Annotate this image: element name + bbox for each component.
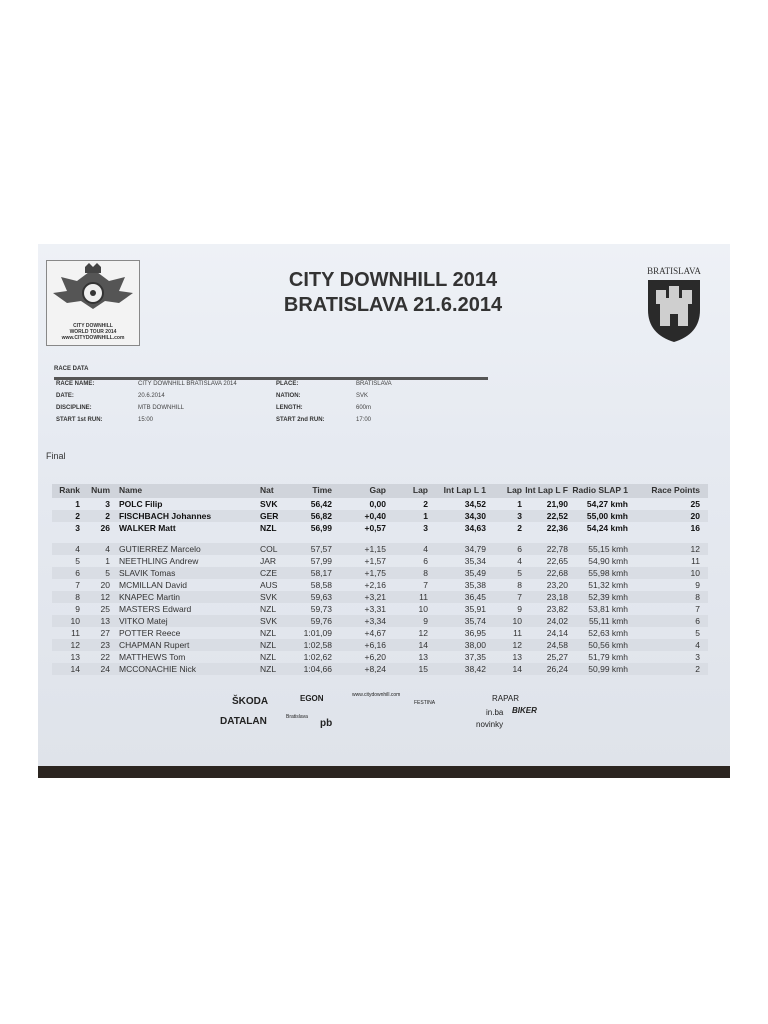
rider-name-cell: FISCHBACH Johannes <box>119 511 212 521</box>
gap-cell: +1,57 <box>364 556 386 566</box>
gap-cell: +1,75 <box>364 568 386 578</box>
start-2nd-run-label: START 2nd RUN: <box>276 417 325 423</box>
nation-cell: SVK <box>260 499 278 509</box>
table-row <box>52 663 708 675</box>
rider-name-cell: MCCONACHIE Nick <box>119 664 196 674</box>
title-line-2: BRATISLAVA 21.6.2014 <box>283 294 503 316</box>
sponsor-logo: pb <box>320 718 333 729</box>
sponsor-logo: in.ba <box>486 708 504 717</box>
race-name-value: CITY DOWNHILL BRATISLAVA 2014 <box>138 381 237 387</box>
lap-cell: 12 <box>512 640 522 650</box>
time-cell: 57,57 <box>310 544 332 554</box>
lap-cell: 13 <box>512 652 522 662</box>
column-header: Race Points <box>651 485 700 495</box>
time-cell: 1:04,66 <box>303 664 332 674</box>
sponsor-logo: FESTINA <box>414 700 436 706</box>
radio-slap-cell: 50,56 kmh <box>588 640 628 650</box>
radio-slap-cell: 52,63 kmh <box>588 628 628 638</box>
lap-cell: 10 <box>418 604 428 614</box>
rank-cell: 14 <box>70 664 80 674</box>
lap-cell: 14 <box>418 640 428 650</box>
race-points-cell: 4 <box>695 640 700 650</box>
lap-cell: 6 <box>517 544 522 554</box>
bib-number-cell: 20 <box>100 580 110 590</box>
table-row <box>52 639 708 651</box>
radio-slap-cell: 54,90 kmh <box>588 556 628 566</box>
column-header: Gap <box>369 485 386 495</box>
gap-cell: +8,24 <box>364 664 386 674</box>
logo-text-line: WORLD TOUR 2014 <box>69 329 117 335</box>
nation-value: SVK <box>356 393 369 399</box>
rider-name-cell: WALKER Matt <box>119 523 176 533</box>
column-header: Int Lap L F <box>525 485 568 495</box>
radio-slap-cell: 55,15 kmh <box>588 544 628 554</box>
lap-cell: 7 <box>517 592 522 602</box>
time-cell: 58,58 <box>310 580 332 590</box>
race-points-cell: 16 <box>690 523 700 533</box>
gap-cell: +4,67 <box>364 628 386 638</box>
rank-cell: 2 <box>75 511 80 521</box>
document-photo <box>38 244 730 778</box>
start-2nd-run-value: 17:00 <box>356 417 372 423</box>
rider-name-cell: NEETHLING Andrew <box>119 556 199 566</box>
int-lap-1-cell: 35,49 <box>464 568 486 578</box>
rank-cell: 8 <box>75 592 80 602</box>
rider-name-cell: POTTER Reece <box>119 628 181 638</box>
table-row <box>52 567 708 579</box>
race-points-cell: 3 <box>695 652 700 662</box>
start-1st-run-value: 15:00 <box>138 417 154 423</box>
race-points-cell: 25 <box>690 499 700 509</box>
int-lap-1-cell: 37,35 <box>464 652 486 662</box>
bib-number-cell: 24 <box>100 664 110 674</box>
nation-cell: COL <box>260 544 278 554</box>
gap-cell: +6,20 <box>364 652 386 662</box>
int-lap-f-cell: 22,68 <box>546 568 568 578</box>
gap-cell: +0,57 <box>364 523 386 533</box>
rider-name-cell: GUTIERREZ Marcelo <box>119 544 201 554</box>
rank-cell: 11 <box>71 628 80 638</box>
int-lap-1-cell: 34,79 <box>464 544 486 554</box>
table-row <box>52 603 708 615</box>
nation-cell: NZL <box>260 523 277 533</box>
radio-slap-cell: 50,99 kmh <box>588 664 628 674</box>
logo-text-line: www.CITYDOWNHILL.com <box>61 335 125 341</box>
nation-cell: NZL <box>260 604 277 614</box>
time-cell: 56,82 <box>310 511 332 521</box>
castle-shield-icon <box>644 276 704 344</box>
bib-number-cell: 2 <box>105 511 110 521</box>
lap-cell: 9 <box>517 604 522 614</box>
gap-cell: 0,00 <box>369 499 386 509</box>
time-cell: 59,63 <box>310 592 332 602</box>
nation-label: NATION: <box>276 393 301 399</box>
gap-cell: +3,21 <box>364 592 386 602</box>
date-label: DATE: <box>56 393 74 399</box>
bib-number-cell: 25 <box>100 604 110 614</box>
bib-number-cell: 23 <box>100 640 110 650</box>
int-lap-f-cell: 24,14 <box>546 628 568 638</box>
gap-cell: +0,40 <box>364 511 386 521</box>
radio-slap-cell: 55,98 kmh <box>588 568 628 578</box>
lap-cell: 1 <box>517 499 522 509</box>
time-cell: 1:02,58 <box>303 640 332 650</box>
lap-cell: 15 <box>418 664 428 674</box>
length-label: LENGTH: <box>276 405 303 411</box>
nation-cell: NZL <box>260 652 277 662</box>
section-title: Final <box>46 451 66 461</box>
rank-cell: 6 <box>75 568 80 578</box>
race-points-cell: 7 <box>695 604 700 614</box>
start-1st-run-label: START 1st RUN: <box>56 417 103 423</box>
int-lap-1-cell: 38,42 <box>464 664 486 674</box>
gap-cell: +3,34 <box>364 616 386 626</box>
lap-cell: 2 <box>517 523 522 533</box>
table-row <box>52 615 708 627</box>
lap-cell: 4 <box>517 556 522 566</box>
date-value: 20.6.2014 <box>138 393 165 399</box>
results-sheet <box>38 244 730 766</box>
table-row <box>52 591 708 603</box>
int-lap-f-cell: 25,27 <box>546 652 568 662</box>
bib-number-cell: 13 <box>100 616 110 626</box>
bib-number-cell: 5 <box>105 568 110 578</box>
int-lap-f-cell: 21,90 <box>546 499 568 509</box>
sponsor-logo: DATALAN <box>220 716 267 727</box>
lap-cell: 11 <box>419 592 428 602</box>
race-points-cell: 6 <box>695 616 700 626</box>
place-label: PLACE: <box>276 381 299 387</box>
column-header: Lap <box>412 485 428 495</box>
lap-cell: 4 <box>423 544 428 554</box>
int-lap-f-cell: 24,58 <box>546 640 568 650</box>
sponsor-logo: EGON <box>300 694 324 703</box>
rank-cell: 12 <box>70 640 80 650</box>
bib-number-cell: 1 <box>105 556 110 566</box>
nation-cell: AUS <box>260 580 278 590</box>
race-points-cell: 2 <box>695 664 700 674</box>
radio-slap-cell: 54,24 kmh <box>586 523 628 533</box>
int-lap-1-cell: 34,52 <box>464 499 486 509</box>
title-line-1: CITY DOWNHILL 2014 <box>288 269 498 291</box>
nation-cell: SVK <box>260 592 278 602</box>
lap-cell: 2 <box>423 499 428 509</box>
lap-cell: 1 <box>423 511 428 521</box>
lap-cell: 3 <box>423 523 428 533</box>
length-value: 600m <box>356 405 372 411</box>
lap-cell: 3 <box>517 511 522 521</box>
int-lap-1-cell: 36,95 <box>464 628 486 638</box>
rider-name-cell: MCMILLAN David <box>119 580 188 590</box>
results-table <box>52 484 708 675</box>
column-header: Rank <box>59 485 80 495</box>
discipline-label: DISCIPLINE: <box>56 405 92 411</box>
lap-cell: 8 <box>517 580 522 590</box>
rank-cell: 7 <box>75 580 80 590</box>
rank-cell: 4 <box>75 544 80 554</box>
row-spacer <box>52 534 708 543</box>
lap-cell: 14 <box>512 664 522 674</box>
radio-slap-cell: 51,32 kmh <box>588 580 628 590</box>
int-lap-f-cell: 22,65 <box>546 556 568 566</box>
table-row <box>52 498 708 510</box>
int-lap-1-cell: 36,45 <box>464 592 486 602</box>
radio-slap-cell: 51,79 kmh <box>588 652 628 662</box>
rank-cell: 9 <box>75 604 80 614</box>
radio-slap-cell: 52,39 kmh <box>588 592 628 602</box>
time-cell: 59,73 <box>310 604 332 614</box>
nation-cell: JAR <box>260 556 277 566</box>
bib-number-cell: 3 <box>105 499 110 509</box>
int-lap-f-cell: 23,18 <box>546 592 568 602</box>
radio-slap-cell: 55,00 kmh <box>586 511 628 521</box>
rider-name-cell: MATTHEWS Tom <box>119 652 186 662</box>
rider-name-cell: KNAPEC Martin <box>119 592 180 602</box>
time-cell: 59,76 <box>310 616 332 626</box>
time-cell: 1:01,09 <box>303 628 332 638</box>
sponsor-logo: RAPAR <box>492 694 519 703</box>
lap-cell: 11 <box>513 628 522 638</box>
table-row <box>52 579 708 591</box>
int-lap-1-cell: 34,63 <box>464 523 486 533</box>
rider-name-cell: CHAPMAN Rupert <box>119 640 190 650</box>
rider-name-cell: POLC Filip <box>119 499 163 509</box>
race-name-label: RACE NAME: <box>56 381 95 387</box>
int-lap-f-cell: 22,78 <box>546 544 568 554</box>
sponsor-logos <box>214 692 594 734</box>
table-header-row <box>52 484 708 498</box>
nation-cell: GER <box>260 511 279 521</box>
sponsor-logo: ŠKODA <box>232 696 269 707</box>
time-cell: 58,17 <box>310 568 332 578</box>
time-cell: 57,99 <box>310 556 332 566</box>
column-header: Lap <box>506 485 522 495</box>
int-lap-f-cell: 22,52 <box>546 511 568 521</box>
lap-cell: 7 <box>423 580 428 590</box>
race-points-cell: 8 <box>695 592 700 602</box>
lap-cell: 10 <box>512 616 522 626</box>
race-data-heading: RACE DATA <box>54 366 488 380</box>
sponsor-logo: www.citydownhill.com <box>352 692 401 698</box>
nation-cell: NZL <box>260 628 277 638</box>
race-points-cell: 11 <box>691 556 700 566</box>
table-row <box>52 543 708 555</box>
rank-cell: 13 <box>70 652 80 662</box>
column-header: Name <box>119 485 143 495</box>
table-row <box>52 651 708 663</box>
int-lap-f-cell: 22,36 <box>546 523 568 533</box>
bib-number-cell: 26 <box>100 523 110 533</box>
gap-cell: +3,31 <box>364 604 386 614</box>
nation-cell: NZL <box>260 640 277 650</box>
radio-slap-cell: 53,81 kmh <box>588 604 628 614</box>
place-value: BRATISLAVA <box>356 381 392 387</box>
int-lap-1-cell: 35,74 <box>464 616 486 626</box>
nation-cell: SVK <box>260 616 278 626</box>
race-points-cell: 20 <box>690 511 700 521</box>
bib-number-cell: 22 <box>100 652 110 662</box>
radio-slap-cell: 55,11 kmh <box>588 616 628 626</box>
lap-cell: 12 <box>418 628 428 638</box>
logo-text-line: CITY DOWNHILL <box>73 323 113 329</box>
int-lap-1-cell: 38,00 <box>464 640 486 650</box>
rank-cell: 3 <box>75 523 80 533</box>
race-points-cell: 5 <box>695 628 700 638</box>
race-points-cell: 10 <box>690 568 700 578</box>
column-header: Int Lap L 1 <box>443 485 486 495</box>
crest-label: BRATISLAVA <box>647 266 701 276</box>
rank-cell: 5 <box>75 556 80 566</box>
time-cell: 56,99 <box>310 523 332 533</box>
time-cell: 56,42 <box>310 499 332 509</box>
column-header: Num <box>91 485 110 495</box>
lap-cell: 6 <box>423 556 428 566</box>
int-lap-f-cell: 26,24 <box>546 664 568 674</box>
nation-cell: NZL <box>260 664 277 674</box>
column-header: Time <box>312 485 332 495</box>
bratislava-crest <box>636 266 712 349</box>
nation-cell: CZE <box>260 568 277 578</box>
int-lap-f-cell: 23,20 <box>546 580 568 590</box>
int-lap-1-cell: 35,91 <box>464 604 486 614</box>
int-lap-1-cell: 35,38 <box>464 580 486 590</box>
bib-number-cell: 27 <box>100 628 110 638</box>
int-lap-f-cell: 23,82 <box>546 604 568 614</box>
column-header: Nat <box>260 485 274 495</box>
gap-cell: +2,16 <box>364 580 386 590</box>
lap-cell: 9 <box>423 616 428 626</box>
rider-name-cell: VITKO Matej <box>119 616 168 626</box>
sponsor-logo: Bratislava <box>286 714 308 720</box>
int-lap-1-cell: 34,30 <box>464 511 486 521</box>
column-header: Radio SLAP 1 <box>572 485 628 495</box>
gap-cell: +1,15 <box>364 544 386 554</box>
time-cell: 1:02,62 <box>303 652 332 662</box>
discipline-value: MTB DOWNHILL <box>138 405 185 411</box>
int-lap-1-cell: 35,34 <box>464 556 486 566</box>
race-points-cell: 9 <box>695 580 700 590</box>
race-points-cell: 12 <box>690 544 700 554</box>
rider-name-cell: MASTERS Edward <box>119 604 192 614</box>
bib-number-cell: 4 <box>105 544 110 554</box>
radio-slap-cell: 54,27 kmh <box>586 499 628 509</box>
table-row <box>52 627 708 639</box>
rank-cell: 10 <box>70 616 80 626</box>
table-row <box>52 555 708 567</box>
int-lap-f-cell: 24,02 <box>546 616 568 626</box>
gap-cell: +6,16 <box>364 640 386 650</box>
table-row <box>52 522 708 534</box>
rider-name-cell: SLAVIK Tomas <box>119 568 176 578</box>
table-row <box>52 510 708 522</box>
page-title <box>208 268 578 318</box>
lap-cell: 13 <box>418 652 428 662</box>
sponsor-logo: novinky <box>476 720 504 729</box>
lap-cell: 5 <box>517 568 522 578</box>
sponsor-logo: BIKER <box>512 706 537 715</box>
city-downhill-logo <box>46 260 140 346</box>
rank-cell: 1 <box>75 499 80 509</box>
bib-number-cell: 12 <box>100 592 110 602</box>
lap-cell: 8 <box>423 568 428 578</box>
